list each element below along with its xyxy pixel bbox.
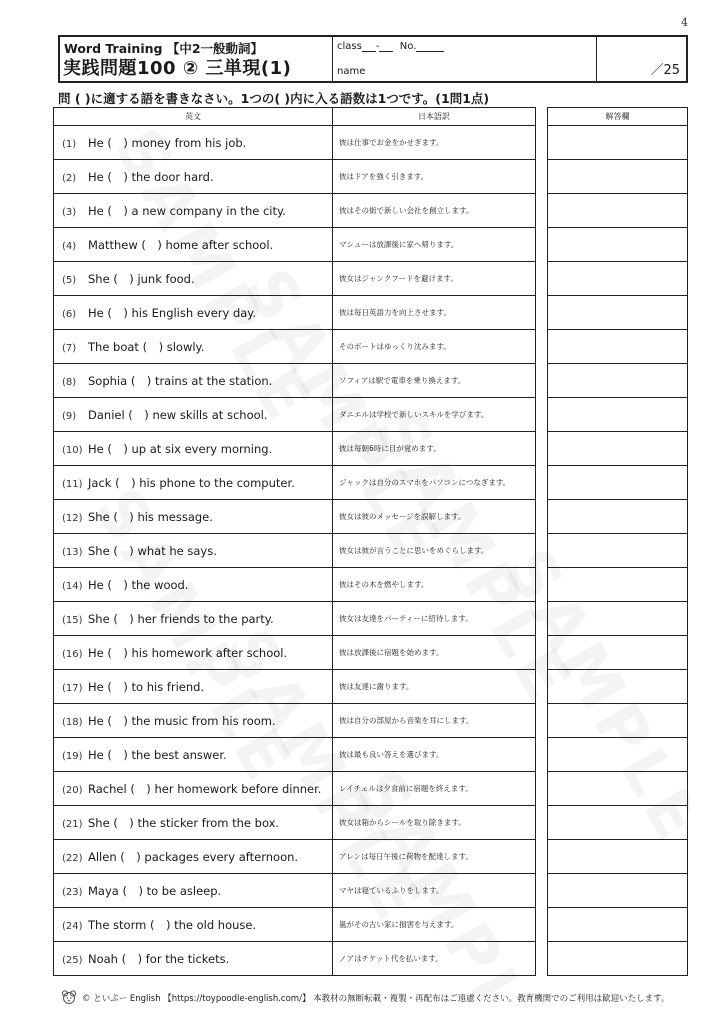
english-sentence: He ( ) up at six every morning. xyxy=(88,441,273,456)
english-cell xyxy=(54,126,333,160)
question-number: (12) xyxy=(62,512,83,524)
english-sentence: He ( ) his homework after school. xyxy=(88,645,288,660)
answer-cell[interactable] xyxy=(548,466,688,500)
japanese-translation: マシューは放課後に家へ帰ります。 xyxy=(333,228,536,262)
question-number: (22) xyxy=(62,852,83,864)
question-number: (4) xyxy=(62,240,77,252)
english-cell xyxy=(54,398,333,432)
question-row xyxy=(54,432,536,466)
footer xyxy=(60,989,700,1009)
english-cell xyxy=(54,602,333,636)
worksheet-header xyxy=(58,35,688,83)
english-cell xyxy=(54,806,333,840)
japanese-translation: ダニエルは学校で新しいスキルを学びます。 xyxy=(333,398,536,432)
answer-cell[interactable] xyxy=(548,126,688,160)
answer-cell[interactable] xyxy=(548,704,688,738)
english-sentence: Matthew ( ) home after school. xyxy=(88,237,274,252)
class-blank-2[interactable] xyxy=(379,40,393,52)
page-number: 4 xyxy=(681,16,688,29)
class-field xyxy=(337,40,444,52)
question-row xyxy=(54,636,536,670)
english-sentence: She ( ) her friends to the party. xyxy=(88,611,274,626)
answer-cell[interactable] xyxy=(548,364,688,398)
question-number: (1) xyxy=(62,138,77,150)
answer-row xyxy=(548,602,688,636)
japanese-translation: 彼は自分の部屋から音楽を耳にします。 xyxy=(333,704,536,738)
japanese-translation: 彼はその街で新しい会社を創立します。 xyxy=(333,194,536,228)
answer-row xyxy=(548,194,688,228)
english-cell xyxy=(54,636,333,670)
class-label: class xyxy=(337,41,362,52)
answer-row xyxy=(548,330,688,364)
question-row xyxy=(54,942,536,976)
question-row xyxy=(54,330,536,364)
answer-row xyxy=(548,160,688,194)
header-answer: 解答欄 xyxy=(548,108,688,126)
name-label: name xyxy=(337,66,366,77)
japanese-translation: 彼はその木を燃やします。 xyxy=(333,568,536,602)
japanese-translation: 彼は友達に謝ります。 xyxy=(333,670,536,704)
japanese-translation: 彼女はジャンクフードを避けます。 xyxy=(333,262,536,296)
english-cell xyxy=(54,840,333,874)
answer-cell[interactable] xyxy=(548,160,688,194)
answer-row xyxy=(548,568,688,602)
number-blank[interactable] xyxy=(416,40,444,52)
answer-cell[interactable] xyxy=(548,228,688,262)
question-row xyxy=(54,908,536,942)
question-row xyxy=(54,670,536,704)
english-sentence: He ( ) the best answer. xyxy=(88,747,227,762)
class-blank-1[interactable] xyxy=(362,40,376,52)
japanese-translation: 彼は仕事でお金をかせぎます。 xyxy=(333,126,536,160)
english-sentence: He ( ) the door hard. xyxy=(88,169,214,184)
worksheet-subtitle: Word Training 【中2一般動詞】 xyxy=(64,41,264,56)
answer-cell[interactable] xyxy=(548,398,688,432)
question-row xyxy=(54,874,536,908)
english-cell xyxy=(54,534,333,568)
english-sentence: He ( ) to his friend. xyxy=(88,679,205,694)
question-number: (19) xyxy=(62,750,83,762)
english-cell xyxy=(54,704,333,738)
answer-cell[interactable] xyxy=(548,670,688,704)
question-number: (2) xyxy=(62,172,77,184)
answer-row xyxy=(548,738,688,772)
answer-row xyxy=(548,466,688,500)
answer-cell[interactable] xyxy=(548,908,688,942)
instruction: 問 ( )に適する語を書きなさい。1つの( )内に入る語数は1つです。(1問1点) xyxy=(58,91,490,106)
english-sentence: She ( ) the sticker from the box. xyxy=(88,815,280,830)
answer-cell[interactable] xyxy=(548,262,688,296)
japanese-translation: 彼女は彼が言うことに思いをめぐらします。 xyxy=(333,534,536,568)
answer-cell[interactable] xyxy=(548,840,688,874)
question-number: (11) xyxy=(62,478,83,490)
question-row xyxy=(54,160,536,194)
footer-text: © といぷー English 【https://toypoodle-english.com/】 本教材の無断転載・複製・再配布はご遠慮ください。教育機関でのご利用は歓迎いたします。 xyxy=(82,994,670,1004)
question-row xyxy=(54,568,536,602)
answer-row xyxy=(548,228,688,262)
english-cell xyxy=(54,738,333,772)
answer-row xyxy=(548,704,688,738)
answer-cell[interactable] xyxy=(548,568,688,602)
question-number: (15) xyxy=(62,614,83,626)
answer-row xyxy=(548,432,688,466)
answer-cell[interactable] xyxy=(548,806,688,840)
english-cell xyxy=(54,670,333,704)
answer-row xyxy=(548,262,688,296)
english-sentence: The storm ( ) the old house. xyxy=(88,917,257,932)
japanese-translation: ソフィアは駅で電車を乗り換えます。 xyxy=(333,364,536,398)
english-sentence: Noah ( ) for the tickets. xyxy=(88,951,230,966)
japanese-translation: 彼は毎日英語力を向上させます。 xyxy=(333,296,536,330)
english-cell xyxy=(54,772,333,806)
question-number: (23) xyxy=(62,886,83,898)
question-number: (8) xyxy=(62,376,77,388)
question-row xyxy=(54,398,536,432)
question-row xyxy=(54,534,536,568)
answer-row xyxy=(548,772,688,806)
answer-row xyxy=(548,670,688,704)
question-number: (17) xyxy=(62,682,83,694)
english-cell xyxy=(54,228,333,262)
english-sentence: Maya ( ) to be asleep. xyxy=(88,883,222,898)
question-number: (10) xyxy=(62,444,83,456)
answer-cell[interactable] xyxy=(548,296,688,330)
english-sentence: The boat ( ) slowly. xyxy=(88,339,205,354)
answer-cell[interactable] xyxy=(548,500,688,534)
question-row xyxy=(54,262,536,296)
question-row xyxy=(54,194,536,228)
question-row xyxy=(54,772,536,806)
english-sentence: Jack ( ) his phone to the computer. xyxy=(88,475,295,490)
english-sentence: Rachel ( ) her homework before dinner. xyxy=(88,781,322,796)
japanese-translation: 彼女は友達をパーティーに招待します。 xyxy=(333,602,536,636)
english-cell xyxy=(54,296,333,330)
score-cell[interactable] xyxy=(597,37,686,81)
english-cell xyxy=(54,908,333,942)
japanese-translation: アレンは毎日午後に荷物を配達します。 xyxy=(333,840,536,874)
answer-cell[interactable] xyxy=(548,330,688,364)
japanese-translation: 彼は最も良い答えを選びます。 xyxy=(333,738,536,772)
answer-row xyxy=(548,908,688,942)
japanese-translation: 彼女は彼のメッセージを誤解します。 xyxy=(333,500,536,534)
question-table xyxy=(53,107,536,976)
answer-row xyxy=(548,636,688,670)
question-row xyxy=(54,840,536,874)
question-number: (25) xyxy=(62,954,83,966)
japanese-translation: 嵐がその古い家に損害を与えます。 xyxy=(333,908,536,942)
question-number: (16) xyxy=(62,648,83,660)
english-sentence: She ( ) junk food. xyxy=(88,271,195,286)
english-sentence: She ( ) his message. xyxy=(88,509,213,524)
no-label: No. xyxy=(399,41,417,52)
answer-cell[interactable] xyxy=(548,738,688,772)
class-separator: - xyxy=(375,41,380,52)
question-row xyxy=(54,466,536,500)
answer-cell[interactable] xyxy=(548,602,688,636)
english-cell xyxy=(54,194,333,228)
answer-row xyxy=(548,806,688,840)
english-sentence: Sophia ( ) trains at the station. xyxy=(88,373,273,388)
english-cell xyxy=(54,330,333,364)
japanese-translation: 彼女は箱からシールを取り除きます。 xyxy=(333,806,536,840)
answer-row xyxy=(548,874,688,908)
japanese-translation: 彼は放課後に宿題を始めます。 xyxy=(333,636,536,670)
english-cell xyxy=(54,432,333,466)
japanese-translation: レイチェルは夕食前に宿題を終えます。 xyxy=(333,772,536,806)
english-cell xyxy=(54,364,333,398)
score-total: ／25 xyxy=(650,63,680,78)
english-cell xyxy=(54,466,333,500)
japanese-translation: 彼は毎朝6時に目が覚めます。 xyxy=(333,432,536,466)
question-number: (6) xyxy=(62,308,77,320)
question-number: (3) xyxy=(62,206,77,218)
english-sentence: He ( ) the music from his room. xyxy=(88,713,276,728)
question-number: (20) xyxy=(62,784,83,796)
japanese-translation: ノアはチケット代を払います。 xyxy=(333,942,536,976)
english-cell xyxy=(54,568,333,602)
english-cell xyxy=(54,874,333,908)
english-cell xyxy=(54,500,333,534)
question-number: (7) xyxy=(62,342,77,354)
english-sentence: He ( ) a new company in the city. xyxy=(88,203,286,218)
answer-cell[interactable] xyxy=(548,432,688,466)
japanese-translation: 彼はドアを強く引きます。 xyxy=(333,160,536,194)
question-row xyxy=(54,296,536,330)
answer-row xyxy=(548,500,688,534)
question-row xyxy=(54,806,536,840)
question-number: (21) xyxy=(62,818,83,830)
answer-cell[interactable] xyxy=(548,194,688,228)
answer-row xyxy=(548,364,688,398)
question-number: (18) xyxy=(62,716,83,728)
question-number: (14) xyxy=(62,580,83,592)
english-sentence: He ( ) money from his job. xyxy=(88,135,247,150)
answer-row xyxy=(548,942,688,976)
question-number: (13) xyxy=(62,546,83,558)
header-english: 英文 xyxy=(54,108,333,126)
answer-row xyxy=(548,126,688,160)
english-sentence: She ( ) what he says. xyxy=(88,543,217,558)
english-cell xyxy=(54,942,333,976)
answer-cell[interactable] xyxy=(548,874,688,908)
student-info-cell xyxy=(332,37,597,81)
answer-table xyxy=(547,107,688,976)
answer-row xyxy=(548,296,688,330)
poodle-logo-icon xyxy=(60,989,78,1005)
question-row xyxy=(54,602,536,636)
question-row xyxy=(54,364,536,398)
question-row xyxy=(54,126,536,160)
question-row xyxy=(54,500,536,534)
english-sentence: He ( ) the wood. xyxy=(88,577,189,592)
english-sentence: He ( ) his English every day. xyxy=(88,305,257,320)
question-row xyxy=(54,228,536,262)
question-row xyxy=(54,738,536,772)
answer-row xyxy=(548,840,688,874)
japanese-translation: ジャックは自分のスマホをパソコンにつなぎます。 xyxy=(333,466,536,500)
english-cell xyxy=(54,262,333,296)
worksheet-title: 実践問題100 ② 三単現(1) xyxy=(63,58,292,79)
english-sentence: Allen ( ) packages every afternoon. xyxy=(88,849,299,864)
answer-row xyxy=(548,534,688,568)
english-cell xyxy=(54,160,333,194)
answer-cell[interactable] xyxy=(548,534,688,568)
title-cell xyxy=(60,37,333,81)
header-japanese: 日本語訳 xyxy=(333,108,536,126)
question-number: (5) xyxy=(62,274,77,286)
answer-cell[interactable] xyxy=(548,772,688,806)
answer-cell[interactable] xyxy=(548,636,688,670)
english-sentence: Daniel ( ) new skills at school. xyxy=(88,407,268,422)
question-number: (24) xyxy=(62,920,83,932)
answer-cell[interactable] xyxy=(548,942,688,976)
question-row xyxy=(54,704,536,738)
japanese-translation: そのボートはゆっくり沈みます。 xyxy=(333,330,536,364)
question-number: (9) xyxy=(62,410,77,422)
japanese-translation: マヤは寝ているふりをします。 xyxy=(333,874,536,908)
answer-row xyxy=(548,398,688,432)
